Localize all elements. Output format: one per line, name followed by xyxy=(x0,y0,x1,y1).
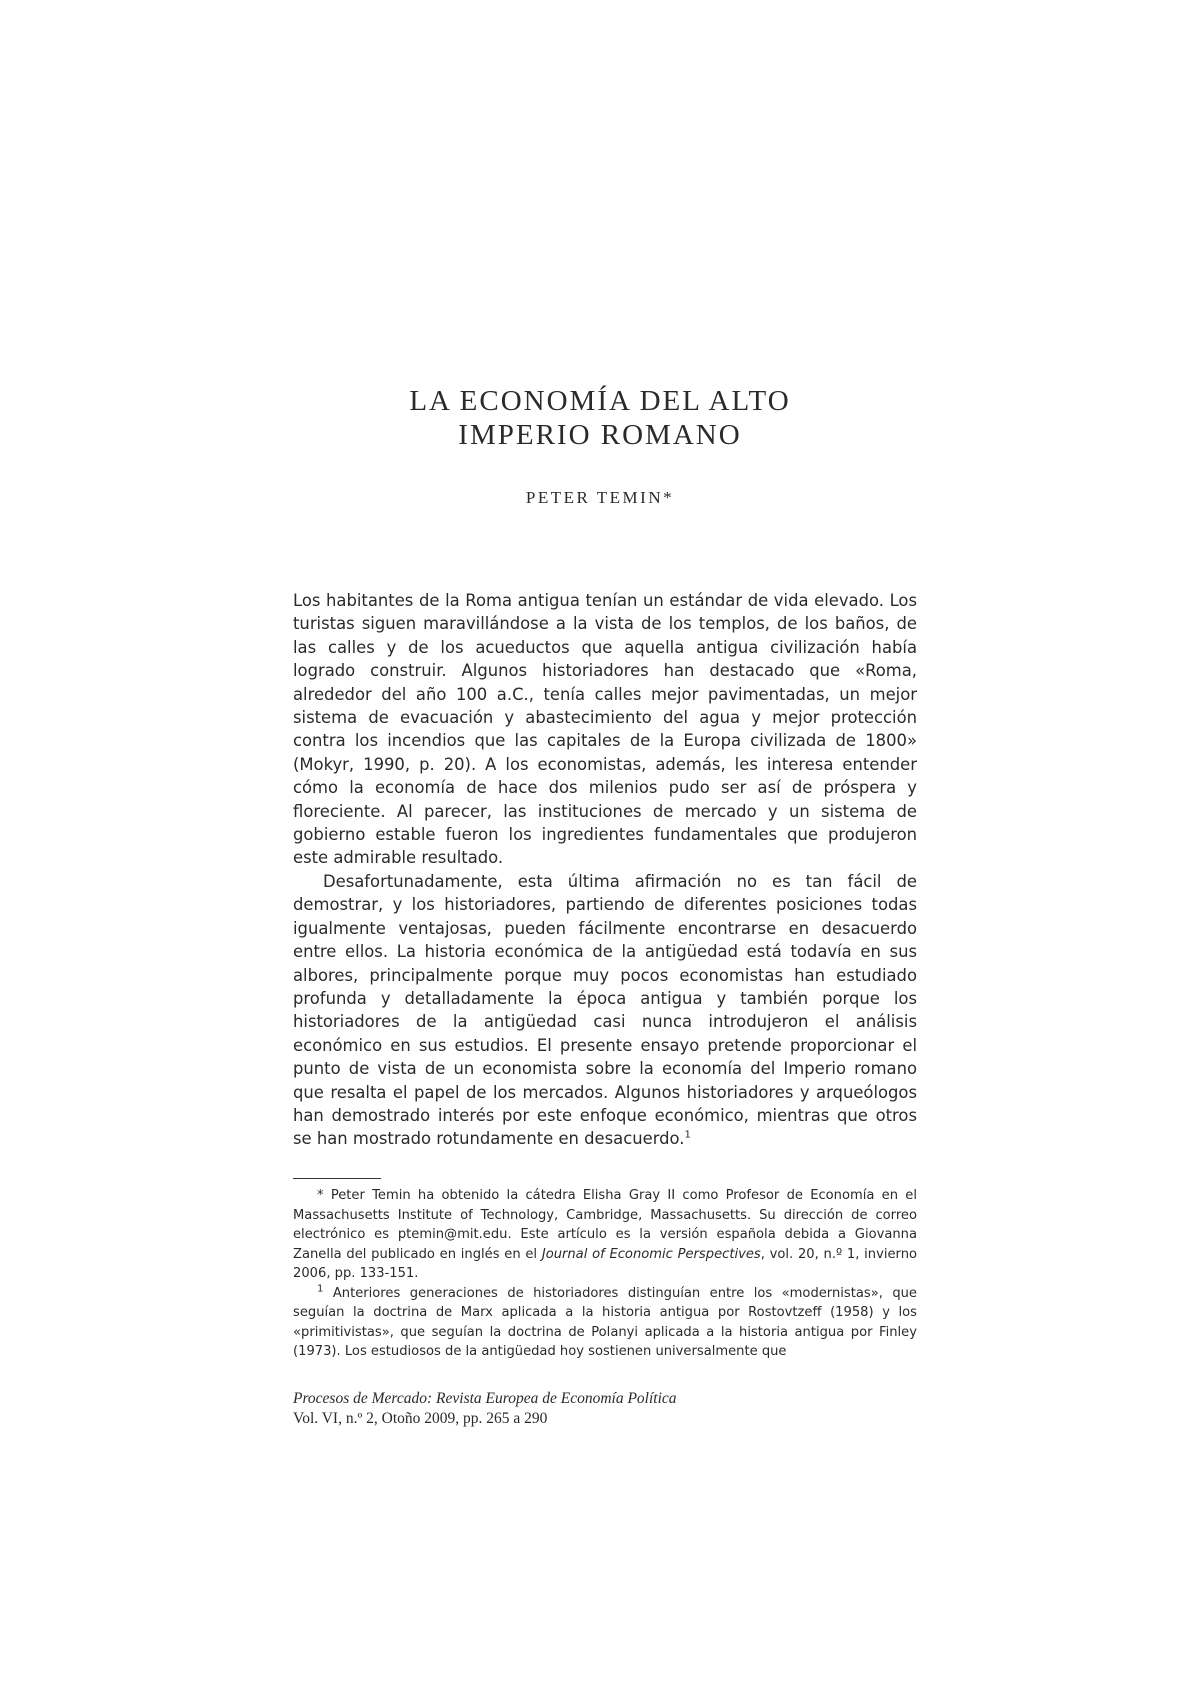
article-title xyxy=(0,384,1200,452)
journal-citation xyxy=(293,1389,917,1428)
footnote-text: , vol. 20, n.º 1, invierno 2006, pp. 133-151. xyxy=(293,1246,917,1281)
footnote-separator xyxy=(293,1178,381,1179)
article-title-line-1: LA ECONOMÍA DEL ALTO xyxy=(409,385,791,417)
article-body xyxy=(293,589,917,1151)
footnote-text: Anteriores generaciones de historiadores distinguían entre los «modernistas», que seguían la doctrina de Marx aplicada a la historia antigua por Rostovtzeff (1958) y los «primitivistas», que seguían la doctrina de Polanyi aplicada a la historia antigua por Finley (1973). Los estudiosos de la antigüedad hoy sostienen universalmente que xyxy=(293,1285,917,1359)
body-paragraph xyxy=(293,870,917,1151)
body-paragraph-text: Los habitantes de la Roma antigua tenían un estándar de vida elevado. Los turistas siguen maravillándose a la vista de los templos, de los baños, de las calles y de los acueductos que aquella antigua civilización había logrado construir. Algunos historiadores han destacado que «Roma, alrededor del año 100 a.C., tenía calles mejor pavimentadas, un mejor sistema de evacuación y abastecimiento del agua y mejor protección contra los incendios que las capitales de la Europa civilizada de 1800» (Mokyr, 1990, p. 20). A los economistas, además, les interesa entender cómo la economía de hace dos milenios pudo ser así de próspera y floreciente. Al parecer, las instituciones de mercado y un sistema de gobierno estable fueron los ingredientes fundamentales que produjeron este admirable resultado. xyxy=(293,591,917,868)
author-name: PETER TEMIN* xyxy=(525,488,675,507)
journal-volume: Vol. VI, n.º 2, Otoño 2009, pp. 265 a 290 xyxy=(293,1409,548,1427)
footnote-reference[interactable]: 1 xyxy=(684,1129,691,1141)
body-paragraph xyxy=(293,589,917,870)
footnote-author xyxy=(293,1186,917,1284)
article-title-line-2: IMPERIO ROMANO xyxy=(458,419,742,451)
footnote-journal-title: Journal of Economic Perspectives xyxy=(541,1246,761,1262)
footnote-text: * Peter Temin ha obtenido la cátedra Elisha Gray II como Profesor de Economía en el Massachusetts Institute of Technology, Cambridge, Massachusetts. Su dirección de correo electrónico es ptemin@mit.edu. Este artículo es la versión española debida a Giovanna Zanella del publicado en inglés en el xyxy=(293,1188,917,1262)
journal-name: Procesos de Mercado: Revista Europea de Economía Política xyxy=(293,1390,677,1407)
footnote-1 xyxy=(293,1284,917,1362)
footnotes xyxy=(293,1186,917,1362)
footnote-mark: 1 xyxy=(317,1283,324,1295)
body-paragraph-text: Desafortunadamente, esta última afirmación no es tan fácil de demostrar, y los historiadores, partiendo de diferentes posiciones todas igualmente ventajosas, pueden fácilmente encontrarse en desacuerdo entre ellos. La historia económica de la antigüedad está todavía en sus albores, principalmente porque muy pocos economistas han estudiado profunda y detalladamente la época antigua y también porque los historiadores de la antigüedad casi nunca introdujeron el análisis económico en sus estudios. El presente ensayo pretende proporcionar el punto de vista de un economista sobre la economía del Imperio romano que resalta el papel de los mercados. Algunos historiadores y arqueólogos han demostrado interés por este enfoque económico, mientras que otros se han mostrado rotundamente en desacuerdo. xyxy=(293,871,917,1149)
